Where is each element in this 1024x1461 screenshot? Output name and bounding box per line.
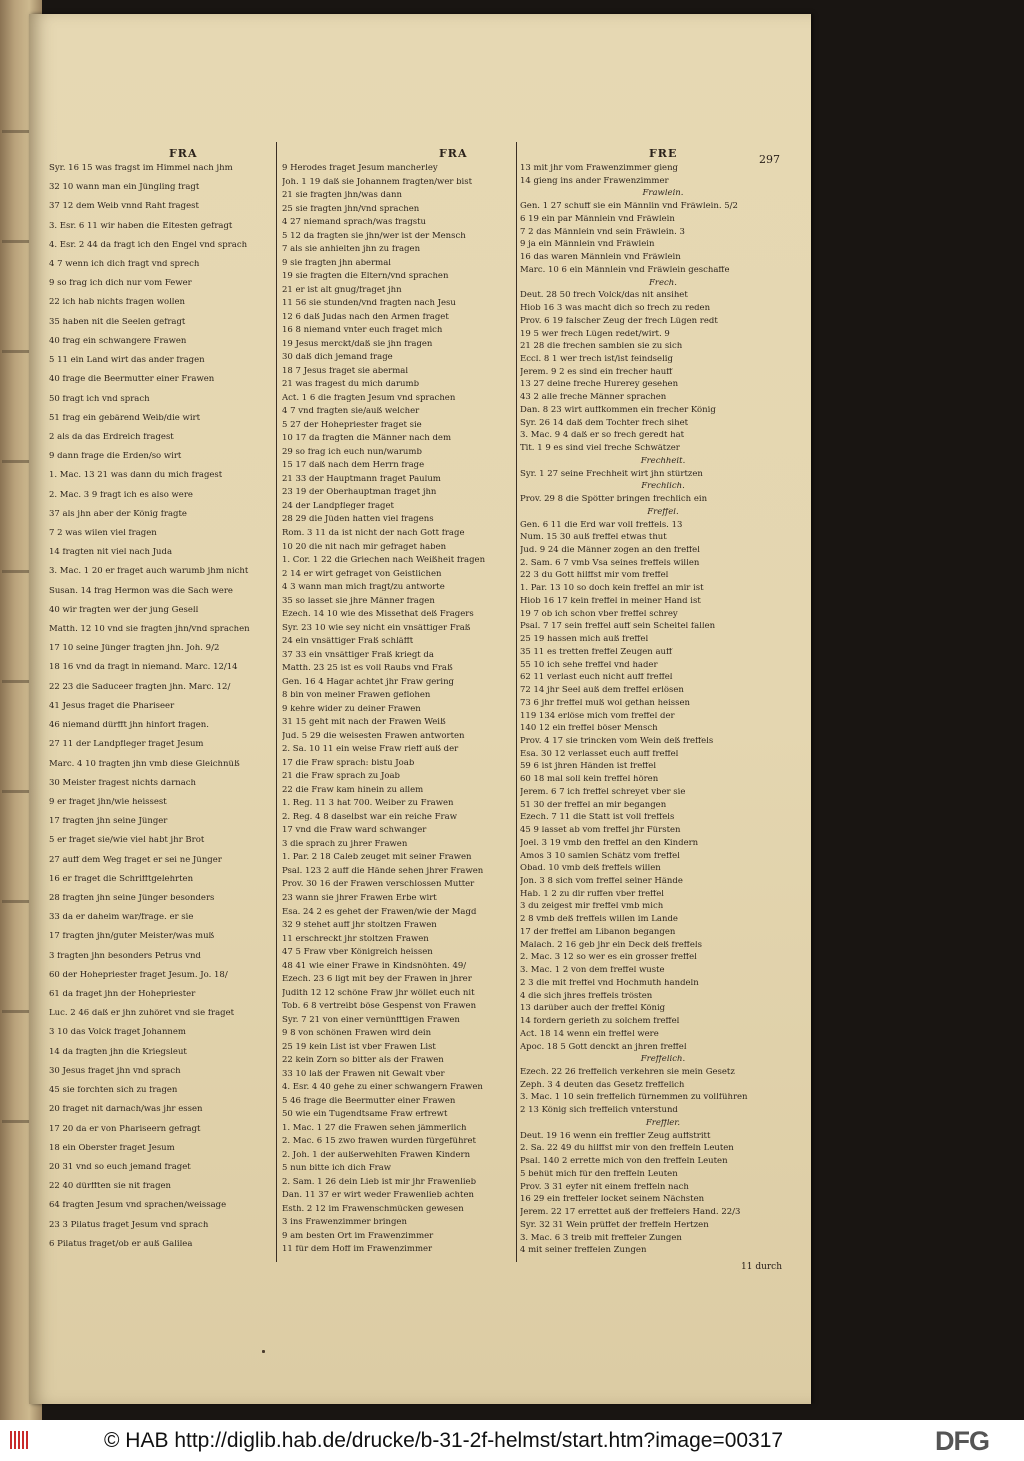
index-entry: Hiob 16 3 was macht dich so frech zu reden xyxy=(520,304,711,314)
index-entry: 24 ein vnsättiger Fraß schläfft xyxy=(282,637,414,647)
index-entry: 17 10 seine Jünger fragten jhn. Joh. 9/2 xyxy=(49,644,220,654)
index-entry: 73 6 jhr freffel muß wol gethan heissen xyxy=(520,698,691,708)
index-entry: 47 5 Fraw vber Königreich heissen xyxy=(282,948,433,958)
index-entry: 40 frage die Beermutter einer Frawen xyxy=(49,375,215,385)
index-entry: 2 8 vmb deß freffels willen im Lande xyxy=(520,915,678,925)
index-entry: Ezech. 14 10 wie des Missethat deß Fragers xyxy=(282,610,474,620)
index-entry: Jud. 9 24 die Männer zogen an den freffel xyxy=(520,545,700,555)
index-entry: Freffelich. xyxy=(640,1055,686,1065)
index-entry: 10 17 da fragten die Männer nach dem xyxy=(282,434,452,444)
index-entry: 2. Sa. 10 11 ein weise Fraw rieff auß der xyxy=(282,745,459,755)
index-entry: Judith 12 12 schöne Fraw jhr wöllet euch nit xyxy=(282,988,475,998)
index-entry: Syr. 1 27 seine Frechheit wirt jhn stürtzen xyxy=(520,469,703,479)
index-entry: Gen. 1 27 schuff sie ein Männlin vnd Fräwlein. 5/2 xyxy=(520,202,738,212)
index-entry: 35 11 es tretten freffel Zeugen auff xyxy=(520,647,673,657)
index-entry: Jon. 3 8 sich vom freffel seiner Hände xyxy=(520,877,683,887)
index-entry: Ezech. 7 11 die Statt ist voll freffels xyxy=(520,813,675,823)
index-entry: 21 33 der Hauptmann fraget Paulum xyxy=(282,474,441,484)
index-entry: 4 3 wann man mich fragt/zu antworte xyxy=(282,583,445,593)
index-entry: 5 46 frage die Beermutter einer Frawen xyxy=(282,1096,456,1106)
index-entry: Syr. 23 10 wie sey nicht ein vnsättiger Fraß xyxy=(282,623,471,633)
index-entry: 60 18 mal soll kein freffel hören xyxy=(520,775,659,785)
index-entry: 23 3 Pilatus fraget Jesum vnd sprach xyxy=(49,1220,209,1230)
index-entry: Syr. 16 15 was fragst im Himmel nach jhm xyxy=(49,164,233,173)
index-entry: Hiob 16 17 kein freffel in meiner Hand ist xyxy=(520,596,701,606)
index-entry: 21 sie fragten jhn/was dann xyxy=(282,191,402,201)
index-entry: 50 wie ein Tugendtsame Fraw erfrewt xyxy=(282,1110,448,1120)
index-entry: 11 erschreckt jhr stoltzen Frawen xyxy=(282,934,429,944)
index-entry: 16 8 niemand vnter euch fraget mich xyxy=(282,326,443,336)
index-entry: 3 ins Frawenzimmer bringen xyxy=(282,1218,407,1228)
index-entry: Obad. 10 vmb deß freffels willen xyxy=(520,864,661,874)
index-entry: 19 5 wer frech Lügen redet/wirt. 9 xyxy=(520,329,670,339)
index-entry: Jud. 5 29 die weisesten Frawen antworten xyxy=(282,731,465,741)
index-entry: 22 ich hab nichts fragen wollen xyxy=(49,298,186,308)
index-entry: 32 10 wann man ein Jüngling fragt xyxy=(49,183,200,193)
index-entry: 50 fragt ich vnd sprach xyxy=(49,394,150,404)
index-entry: 55 10 ich sehe freffel vnd hader xyxy=(520,660,658,670)
index-entry: 13 mit jhr vom Frawenzimmer gieng xyxy=(520,164,678,173)
index-entry: Malach. 2 16 geb jhr ein Deck deß freffels xyxy=(520,940,702,950)
index-entry: 16 29 ein freffeler locket seinem Nächsten xyxy=(520,1195,705,1205)
index-entry: 45 sie forchten sich zu fragen xyxy=(49,1086,178,1096)
index-entry: 5 behüt mich für den freffeln Leuten xyxy=(520,1169,678,1179)
index-entry: Jerem. 9 2 es sind ein frecher hauff xyxy=(520,367,673,377)
index-entry: 22 40 dürfften sie nit fragen xyxy=(49,1182,172,1192)
index-entry: Num. 15 30 auß freffel etwas thut xyxy=(520,533,667,543)
index-entry: 2. Mac. 3 12 so wer es ein grosser freffel xyxy=(520,953,697,963)
index-entry: Luc. 2 46 daß er jhn zuhöret vnd sie fraget xyxy=(49,1009,235,1019)
index-entry: Syr. 7 21 von einer vernünfftigen Frawen xyxy=(282,1015,460,1025)
index-entry: 21 er ist alt gnug/fraget jhn xyxy=(282,285,402,295)
index-entry: 25 sie fragten jhn/vnd sprachen xyxy=(282,204,420,214)
index-entry: 28 fragten jhn seine Jünger besonders xyxy=(49,894,215,903)
index-entry: Prov. 30 16 der Frawen verschlossen Mutter xyxy=(282,880,475,890)
index-entry: 9 so frag ich dich nur vom Fewer xyxy=(49,279,192,289)
index-entry: Freffel. xyxy=(647,507,679,517)
index-entry: 17 der freffel am Libanon begangen xyxy=(520,927,676,937)
ink-speck xyxy=(262,1350,265,1353)
index-entry: Esth. 2 12 im Frawenschmücken gewesen xyxy=(282,1204,464,1214)
index-entry: 1. Par. 13 10 so doch kein freffel an mir ist xyxy=(520,584,704,594)
index-entry: 18 16 vnd da fragt in niemand. Marc. 12/14 xyxy=(49,663,238,673)
index-entry: 4. Esr. 4 40 gehe zu einer schwangern Frawen xyxy=(282,1083,483,1093)
index-entry: Eccl. 8 1 wer frech ist/ist feindselig xyxy=(520,354,673,364)
index-entry: 18 7 Jesus fraget sie abermal xyxy=(282,366,409,376)
index-entry: Rom. 3 11 da ist nicht der nach Gott frage xyxy=(282,529,465,538)
index-entry: 7 2 was wilen viel fragen xyxy=(49,529,157,538)
index-entry: Amos 3 10 samlen Schätz vom freffel xyxy=(520,851,680,861)
index-entry: 33 da er daheim war/frage. er sie xyxy=(49,913,194,923)
index-entry: 140 12 ein freffel böser Mensch xyxy=(520,724,658,734)
index-entry: 2. Joh. 1 der außerwehlten Frawen Kindern xyxy=(282,1150,471,1160)
index-entry: 48 41 wie einer Frawe in Kindsnöhten. 49/ xyxy=(282,961,467,971)
index-entry: Marc. 10 6 ein Männlein vnd Fräwlein geschaffe xyxy=(520,265,730,275)
column-rule xyxy=(276,142,277,1262)
index-entry: 2. Sa. 22 49 du hilffst mir von den freffeln Leuten xyxy=(520,1144,734,1154)
index-entry: 25 19 kein List ist vber Frawen List xyxy=(282,1042,436,1052)
index-entry: 14 fordern gerieth zu solchem freffel xyxy=(520,1017,680,1027)
index-entry: 51 frag ein gebärend Weib/die wirt xyxy=(49,413,201,423)
index-entry: 11 56 sie stunden/vnd fragten nach Jesu xyxy=(282,299,456,309)
index-entry: Gen. 16 4 Hagar achtet jhr Fraw gering xyxy=(282,677,454,687)
index-entry: 5 11 ein Land wirt das ander fragen xyxy=(49,356,205,366)
index-entry: 2. Sam. 1 26 dein Lieb ist mir jhr Frawenlieb xyxy=(282,1177,477,1187)
index-entry: Freffler. xyxy=(645,1118,681,1128)
index-entry: 28 29 die Jüden hatten viel fragens xyxy=(282,515,434,525)
index-entry: 15 17 daß nach dem Herrn frage xyxy=(282,461,425,471)
index-entry: Gen. 6 11 die Erd war voll freffels. 13 xyxy=(520,520,683,530)
index-entry: 1. Mac. 1 27 die Frawen sehen jämmerlich xyxy=(282,1123,467,1133)
index-entry: 4 die sich jhres freffels trösten xyxy=(520,991,653,1001)
index-entry: 62 11 verlast euch nicht auff freffel xyxy=(520,673,673,683)
index-entry: 23 wann sie jhrer Frawen Erbe wirt xyxy=(282,894,437,903)
index-entry: 3. Mac. 1 20 er fraget auch warumb jhm nicht xyxy=(49,567,249,577)
index-entry: 21 28 die frechen samblen sie zu sich xyxy=(520,342,683,352)
index-entry: 32 9 stehet auff jhr stoltzen Frawen xyxy=(282,921,437,931)
index-entry: 40 frag ein schwangere Frawen xyxy=(49,336,187,346)
index-entry: 37 als jhn aber der König fragte xyxy=(49,509,187,519)
index-entry: 17 20 da er von Phariseern gefragt xyxy=(49,1124,201,1134)
index-entry: 35 haben nit die Seelen gefragt xyxy=(49,317,186,327)
index-entry: 5 27 der Hohepriester fraget sie xyxy=(282,420,422,430)
index-entry: Psal. 123 2 auff die Hände sehen jhrer Frawen xyxy=(282,866,484,876)
index-entry: 27 auff dem Weg fraget er sei ne Jünger xyxy=(49,855,222,865)
index-entry: 14 da fragten jhn die Kriegsleut xyxy=(49,1047,187,1057)
index-entry: 2 als da das Erdreich fragest xyxy=(49,432,174,442)
index-entry: Tit. 1 9 es sind viel freche Schwätzer xyxy=(520,444,680,454)
index-entry: 3. Esr. 6 11 wir haben die Eltesten gefragt xyxy=(49,221,233,231)
index-entry: 19 sie fragten die Eltern/vnd sprachen xyxy=(282,272,449,282)
index-entry: Ezech. 22 26 freffelich verkehren sie mein Gesetz xyxy=(520,1068,735,1077)
index-entry: 5 nun bitte ich dich Fraw xyxy=(282,1164,392,1174)
index-entry: 24 der Landpfleger fraget xyxy=(282,501,394,511)
index-entry: 9 kehre wider zu deiner Frawen xyxy=(282,704,421,714)
index-entry: 4 mit seiner freffelen Zungen xyxy=(520,1246,647,1256)
index-entry: 9 sie fragten jhn abermal xyxy=(282,258,391,268)
index-entry: 43 2 alle freche Männer sprachen xyxy=(520,393,667,403)
index-entry: Psal. 140 2 errette mich von den freffeln Leuten xyxy=(520,1157,728,1167)
copyright-url: © HAB http://diglib.hab.de/drucke/b-31-2f-helmst/start.htm?image=00317 xyxy=(104,1429,784,1452)
index-entry: 31 15 geht mit nach der Frawen Weiß xyxy=(282,718,446,728)
index-entry: 3. Mac. 1 10 sein freffelich fürnemmen zu vollführen xyxy=(520,1093,748,1103)
index-entry: 25 19 hassen mich auß freffel xyxy=(520,635,649,645)
index-entry: Dan. 8 23 wirt auffkommen ein frecher König xyxy=(520,405,716,415)
index-entry: 17 vnd die Fraw ward schwanger xyxy=(282,826,427,836)
index-entry: 20 31 vnd so euch jemand fraget xyxy=(49,1162,191,1172)
index-entry: Deut. 19 16 wenn ein freffler Zeug auffstritt xyxy=(520,1131,711,1141)
index-entry: Hab. 1 2 zu dir ruffen vber freffel xyxy=(520,889,664,899)
index-entry: Prov. 29 8 die Spötter bringen frechlich ein xyxy=(520,495,708,505)
index-entry: Deut. 28 50 frech Volck/das nit ansihet xyxy=(520,291,688,301)
index-entry: 22 die Fraw kam hinein zu allem xyxy=(282,785,424,795)
index-entry: 41 Jesus fraget die Phariseer xyxy=(49,701,175,711)
column-header-3: FRE xyxy=(649,147,678,160)
index-entry: 17 fragten jhn seine Jünger xyxy=(49,817,168,827)
index-entry: Frechlich. xyxy=(641,482,685,492)
index-entry: 6 Pilatus fraget/ob er auß Galilea xyxy=(49,1239,193,1249)
index-entry: 1. Reg. 11 3 hat 700. Weiber zu Frawen xyxy=(282,799,454,809)
index-entry: 10 20 die nit nach mir gefraget haben xyxy=(282,542,447,552)
index-entry: Prov. 4 17 sie trincken vom Wein deß freffels xyxy=(520,736,714,746)
index-entry: 16 das waren Männlein vnd Fräwlein xyxy=(520,253,681,263)
index-entry: 23 19 der Oberhauptman fraget jhn xyxy=(282,488,437,498)
page-number: 297 xyxy=(759,153,780,166)
index-entry: 61 da fraget jhn der Hohepriester xyxy=(49,990,196,1000)
column-header-2: FRA xyxy=(439,147,468,160)
index-entry: 59 6 ist jhren Händen ist freffel xyxy=(520,762,657,772)
index-entry: 2. Reg. 4 8 daselbst war ein reiche Fraw xyxy=(282,812,457,822)
index-entry: Jerem. 22 17 errettet auß der freffelers Hand. 22/3 xyxy=(520,1208,741,1218)
index-entry: 4 7 vnd fragten sie/auß welcher xyxy=(282,407,420,417)
index-entry: Matth. 12 10 vnd sie fragten jhn/vnd sprachen xyxy=(49,625,250,635)
index-entry: 2. Sam. 6 7 vmb Vsa seines freffels willen xyxy=(520,558,700,568)
index-entry: Marc. 4 10 fragten jhn vmb diese Gleichnüß xyxy=(49,759,240,769)
index-entry: Zeph. 3 4 deuten das Gesetz freffelich xyxy=(520,1080,685,1090)
index-column-3 xyxy=(520,14,806,1314)
index-entry: 9 am besten Ort im Frawenzimmer xyxy=(282,1231,434,1241)
index-entry: 22 kein Zorn so bitter als der Frawen xyxy=(282,1056,444,1066)
index-entry: 119 134 erlöse mich vom freffel der xyxy=(520,711,675,721)
index-entry: 64 fragten Jesum vnd sprachen/weissage xyxy=(49,1201,227,1211)
index-entry: 9 Herodes fraget Jesum mancherley xyxy=(282,164,438,173)
index-entry: 3. Mac. 6 3 treib mit freffeler Zungen xyxy=(520,1233,682,1243)
index-entry: 20 fraget nit darnach/was jhr essen xyxy=(49,1105,203,1115)
index-entry: Act. 18 14 wenn ein freffel were xyxy=(520,1029,659,1039)
index-entry: 3 du zeigest mir freffel vmb mich xyxy=(520,902,664,912)
index-entry: Prov. 3 31 eyfer nit einem freffeln nach xyxy=(520,1182,689,1192)
catchword: 11 durch xyxy=(741,1262,783,1272)
index-entry: Tob. 6 8 vertreibt böse Gespenst von Frawen xyxy=(282,1002,477,1012)
index-entry: 11 für dem Hoff im Frawenzimmer xyxy=(282,1245,433,1255)
index-entry: 1. Cor. 1 22 die Griechen nach Weißheit fragen xyxy=(282,556,486,566)
index-entry: 9 dann frage die Erden/so wirt xyxy=(49,452,182,462)
index-entry: 37 33 ein vnsättiger Fraß kriegt da xyxy=(282,650,434,660)
index-entry: Syr. 32 31 Wein prüffet der freffeln Hertzen xyxy=(520,1220,709,1230)
index-entry: 40 wir fragten wer der jung Gesell xyxy=(49,605,199,615)
index-entry: 37 12 dem Weib vnnd Raht fragest xyxy=(49,202,199,212)
index-entry: 9 er fraget jhn/wie heissest xyxy=(49,797,167,807)
index-entry: 9 ja ein Männlein vnd Fräwlein xyxy=(520,240,655,250)
index-entry: Esa. 24 2 es gehet der Frawen/wie der Magd xyxy=(282,907,477,917)
index-entry: Ezech. 23 6 ligt mit bey der Frawen in jhrer xyxy=(282,975,472,985)
index-entry: Psal. 7 17 sein freffel auff sein Scheitel fallen xyxy=(520,622,716,632)
index-entry: 30 daß dich jemand frage xyxy=(282,353,393,363)
index-entry: Apoc. 18 5 Gott denckt an jhren freffel xyxy=(520,1042,687,1052)
index-entry: 30 Meister fragest nichts darnach xyxy=(49,778,197,788)
index-entry: Prov. 6 19 falscher Zeug der frech Lügen redt xyxy=(520,316,718,326)
index-entry: 4 27 niemand sprach/was fragstu xyxy=(282,218,427,228)
index-entry: Susan. 14 frag Hermon was die Sach were xyxy=(49,586,233,596)
index-entry: 51 30 der freffel an mir begangen xyxy=(520,800,667,810)
dfg-logo: DFG xyxy=(935,1426,989,1456)
index-entry: 2 3 die mit freffel vnd Hochmuth handeln xyxy=(520,978,699,988)
index-entry: 2 14 er wirt gefraget von Geistlichen xyxy=(282,569,442,579)
index-entry: 9 8 von schönen Frawen wird dein xyxy=(282,1029,432,1039)
index-entry: 72 14 jhr Seel auß dem freffel erlösen xyxy=(520,686,684,696)
index-entry: 1. Mac. 13 21 was dann du mich fragest xyxy=(49,471,223,481)
index-entry: 33 10 laß der Frawen nit Gewalt vber xyxy=(282,1069,445,1079)
index-entry: 18 ein Oberster fraget Jesum xyxy=(49,1143,175,1153)
index-entry: 16 er fraget die Schrifftgelehrten xyxy=(49,874,194,884)
index-entry: 1. Par. 2 18 Caleb zeuget mit seiner Frawen xyxy=(282,853,472,863)
book-page xyxy=(29,14,811,1404)
index-entry: Dan. 11 37 er wirt weder Frawenlieb achten xyxy=(282,1191,474,1201)
index-entry: Act. 1 6 die fragten Jesum vnd sprachen xyxy=(282,393,456,403)
viewer-footer xyxy=(0,1420,1024,1461)
index-entry: 3. Mac. 1 2 von dem freffel wuste xyxy=(520,966,665,976)
column-rule xyxy=(516,142,517,1262)
index-entry: 21 die Fraw sprach zu Joab xyxy=(282,772,400,782)
index-entry: 46 niemand dürfft jhn hinfort fragen. xyxy=(49,721,209,731)
index-entry: 30 Jesus fraget jhn vnd sprach xyxy=(49,1066,181,1076)
index-entry: 5 er fraget sie/wie viel habt jhr Brot xyxy=(49,836,205,846)
index-entry: 22 23 die Saduceer fragten jhn. Marc. 12/ xyxy=(49,682,231,692)
index-entry: 12 6 daß Judas nach den Armen fraget xyxy=(282,312,449,322)
index-entry: 3. Mac. 9 4 daß er so frech geredt hat xyxy=(520,431,685,441)
index-entry: 3 10 das Volck fraget Johannem xyxy=(49,1028,186,1038)
index-entry: 27 11 der Landpfleger fraget Jesum xyxy=(49,740,204,750)
index-entry: 2 13 König sich freffelich vnterstund xyxy=(520,1106,678,1116)
index-column-2 xyxy=(282,14,514,1314)
index-entry: 19 Jesus merckt/daß sie jhn fragen xyxy=(282,339,433,349)
column-header-1: FRA xyxy=(169,147,198,160)
index-entry: 4. Esr. 2 44 da fragt ich den Engel vnd sprach xyxy=(49,240,248,250)
index-entry: 5 12 da fragten sie jhn/wer ist der Mensch xyxy=(282,231,466,241)
index-entry: 60 der Hohepriester fraget Jesum. Jo. 18/ xyxy=(49,970,228,980)
index-entry: 4 7 wenn ich dich fragt vnd sprech xyxy=(49,260,200,270)
index-entry: 45 9 lasset ab vom freffel jhr Fürsten xyxy=(520,826,681,836)
index-entry: Joh. 1 19 daß sie Johannem fragten/wer bist xyxy=(282,177,473,187)
index-entry: 13 27 deine freche Hurerey gesehen xyxy=(520,380,679,390)
hab-logo-icon xyxy=(9,1429,31,1451)
index-entry: 21 was fragest du mich darumb xyxy=(282,380,420,390)
index-entry: 14 gieng ins ander Frawenzimmer xyxy=(520,176,669,186)
index-entry: Esa. 30 12 verlasset euch auff freffel xyxy=(520,749,679,759)
index-entry: 29 so frag ich euch nun/warumb xyxy=(282,447,422,457)
index-entry: Syr. 26 14 daß dem Tochter frech sihet xyxy=(520,418,689,428)
index-entry: 22 3 du Gott hilffst mir vom freffel xyxy=(520,571,669,581)
index-entry: Frech. xyxy=(649,278,677,288)
index-entry: 2. Mac. 6 15 zwo frawen wurden fürgeführet xyxy=(282,1137,476,1147)
index-entry: 2. Mac. 3 9 fragt ich es also were xyxy=(49,490,193,500)
index-entry: 7 als sie anhielten jhn zu fragen xyxy=(282,245,421,255)
index-entry: 8 bin von meiner Frawen geflohen xyxy=(282,691,431,701)
index-entry: Joel. 3 19 vmb den freffel an den Kindern xyxy=(520,838,699,848)
index-entry: 19 7 ob ich schon vber freffel schrey xyxy=(520,609,678,619)
index-entry: 3 fragten jhn besonders Petrus vnd xyxy=(49,951,201,961)
index-column-1 xyxy=(49,14,274,1314)
index-entry: Matth. 23 25 ist es voll Raubs vnd Fraß xyxy=(282,664,453,674)
index-entry: Frawlein. xyxy=(642,189,684,199)
index-entry: 35 so lasset sie jhre Männer fragen xyxy=(282,596,435,606)
index-entry: 17 die Fraw sprach: bistu Joab xyxy=(282,758,415,768)
index-entry: Jerem. 6 7 ich freffel schreyet vber sie xyxy=(520,787,686,797)
index-entry: 7 2 das Männlein vnd sein Fräwlein. 3 xyxy=(520,227,685,237)
index-entry: 13 darüber auch der freffel König xyxy=(520,1004,666,1014)
index-entry: 6 19 ein par Männlein vnd Fräwlein xyxy=(520,214,675,224)
index-entry: 3 die sprach zu jhrer Frawen xyxy=(282,839,408,849)
index-entry: 14 fragten nit viel nach Juda xyxy=(49,548,173,558)
index-entry: Frechheit. xyxy=(640,456,686,466)
index-entry: 17 fragten jhn/guter Meister/was muß xyxy=(49,932,215,942)
